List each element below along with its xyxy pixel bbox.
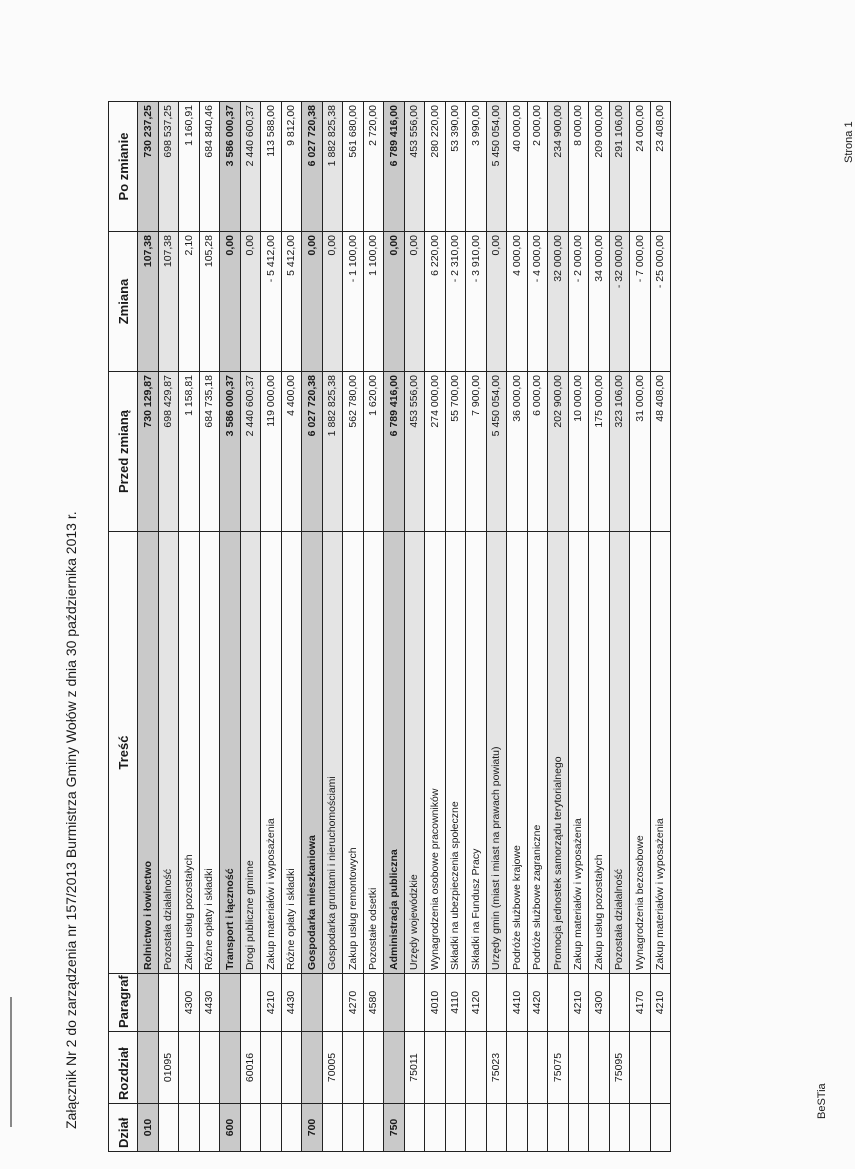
cell-dzial: [322, 1104, 343, 1152]
cell-zmiana: 0,00: [240, 232, 261, 372]
cell-tresc: Transport i łączność: [220, 532, 241, 974]
table-row-paragraf: [630, 102, 651, 1152]
header-po-zmianie: Po zmianie: [109, 102, 138, 232]
cell-przed-zmiana: 48 408,00: [650, 372, 671, 532]
table-row-dzial: [220, 102, 241, 1152]
table-header-row: [109, 102, 138, 1152]
cell-po-zmianie: 209 000,00: [589, 102, 610, 232]
cell-zmiana: 4 000,00: [507, 232, 528, 372]
cell-tresc: Zakup materiałów i wyposażenia: [650, 532, 671, 974]
cell-zmiana: - 25 000,00: [650, 232, 671, 372]
cell-dzial: [589, 1104, 610, 1152]
cell-dzial: [179, 1104, 200, 1152]
cell-przed-zmiana: 6 789 416,00: [384, 372, 405, 532]
cell-przed-zmiana: 175 000,00: [589, 372, 610, 532]
cell-tresc: Zakup usług remontowych: [343, 532, 364, 974]
cell-rozdzial: [261, 1032, 282, 1104]
cell-paragraf: 4120: [466, 974, 487, 1032]
cell-przed-zmiana: 36 000,00: [507, 372, 528, 532]
cell-po-zmianie: 234 900,00: [548, 102, 569, 232]
cell-dzial: [343, 1104, 364, 1152]
cell-rozdzial: [445, 1032, 466, 1104]
table-row-paragraf: [179, 102, 200, 1152]
header-zmiana: Zmiana: [109, 232, 138, 372]
cell-paragraf: 4410: [507, 974, 528, 1032]
cell-paragraf: 4010: [425, 974, 446, 1032]
cell-paragraf: [240, 974, 261, 1032]
cell-zmiana: 34 000,00: [589, 232, 610, 372]
cell-tresc: Zakup usług pozostałych: [589, 532, 610, 974]
table-row-paragraf: [343, 102, 364, 1152]
cell-paragraf: [384, 974, 405, 1032]
table-row-paragraf: [568, 102, 589, 1152]
cell-po-zmianie: 561 680,00: [343, 102, 364, 232]
header-dzial: Dział: [109, 1104, 138, 1152]
cell-rozdzial: [199, 1032, 220, 1104]
cell-przed-zmiana: 274 000,00: [425, 372, 446, 532]
cell-zmiana: 105,28: [199, 232, 220, 372]
cell-zmiana: - 2 000,00: [568, 232, 589, 372]
table-row-paragraf: [363, 102, 384, 1152]
cell-po-zmianie: 1 882 825,38: [322, 102, 343, 232]
header-przed-zmiana: Przed zmianą: [109, 372, 138, 532]
table-row-dzial: [384, 102, 405, 1152]
cell-dzial: [445, 1104, 466, 1152]
table-row-paragraf: [507, 102, 528, 1152]
cell-po-zmianie: 684 840,46: [199, 102, 220, 232]
table-row-rozdzial: [404, 102, 425, 1152]
table-row-paragraf: [199, 102, 220, 1152]
cell-przed-zmiana: 1 158,81: [179, 372, 200, 532]
cell-tresc: Urzędy wojewódzkie: [404, 532, 425, 974]
cell-po-zmianie: 9 812,00: [281, 102, 302, 232]
cell-zmiana: - 1 100,00: [343, 232, 364, 372]
cell-tresc: Gospodarka gruntami i nieruchomościami: [322, 532, 343, 974]
cell-przed-zmiana: 323 106,00: [609, 372, 630, 532]
cell-tresc: Różne opłaty i składki: [281, 532, 302, 974]
cell-zmiana: 107,38: [158, 232, 179, 372]
cell-rozdzial: [650, 1032, 671, 1104]
table-row-rozdzial: [548, 102, 569, 1152]
page-number: Strona 1: [843, 121, 855, 163]
cell-przed-zmiana: 453 556,00: [404, 372, 425, 532]
cell-tresc: Różne opłaty i składki: [199, 532, 220, 974]
cell-dzial: [404, 1104, 425, 1152]
cell-przed-zmiana: 55 700,00: [445, 372, 466, 532]
cell-przed-zmiana: 10 000,00: [568, 372, 589, 532]
cell-po-zmianie: 2 440 600,37: [240, 102, 261, 232]
cell-dzial: [548, 1104, 569, 1152]
cell-po-zmianie: 3 586 000,37: [220, 102, 241, 232]
cell-paragraf: 4170: [630, 974, 651, 1032]
table-row-paragraf: [650, 102, 671, 1152]
cell-przed-zmiana: 119 000,00: [261, 372, 282, 532]
cell-po-zmianie: 113 588,00: [261, 102, 282, 232]
cell-tresc: Administracja publiczna: [384, 532, 405, 974]
cell-rozdzial: 01095: [158, 1032, 179, 1104]
cell-tresc: Składki na ubezpieczenia społeczne: [445, 532, 466, 974]
table-row-paragraf: [261, 102, 282, 1152]
cell-paragraf: 4110: [445, 974, 466, 1032]
cell-zmiana: - 32 000,00: [609, 232, 630, 372]
table-row-rozdzial: [240, 102, 261, 1152]
cell-po-zmianie: 23 408,00: [650, 102, 671, 232]
punch-mark: [10, 997, 12, 1127]
cell-paragraf: 4210: [568, 974, 589, 1032]
cell-paragraf: 4430: [281, 974, 302, 1032]
cell-paragraf: [302, 974, 323, 1032]
cell-rozdzial: [425, 1032, 446, 1104]
cell-paragraf: [138, 974, 159, 1032]
cell-po-zmianie: 698 537,25: [158, 102, 179, 232]
cell-paragraf: [609, 974, 630, 1032]
cell-rozdzial: [179, 1032, 200, 1104]
cell-dzial: [466, 1104, 487, 1152]
table-body: [138, 102, 671, 1152]
cell-dzial: [363, 1104, 384, 1152]
table-row-rozdzial: [609, 102, 630, 1152]
cell-rozdzial: 75095: [609, 1032, 630, 1104]
cell-po-zmianie: 291 106,00: [609, 102, 630, 232]
cell-dzial: [425, 1104, 446, 1152]
cell-tresc: Składki na Fundusz Pracy: [466, 532, 487, 974]
cell-zmiana: - 2 310,00: [445, 232, 466, 372]
cell-po-zmianie: 1 160,91: [179, 102, 200, 232]
cell-po-zmianie: 6 789 416,00: [384, 102, 405, 232]
cell-dzial: [199, 1104, 220, 1152]
cell-tresc: Pozostała działalność: [609, 532, 630, 974]
cell-paragraf: [220, 974, 241, 1032]
cell-przed-zmiana: 7 900,00: [466, 372, 487, 532]
cell-tresc: Gospodarka mieszkaniowa: [302, 532, 323, 974]
document-caption: Załącznik Nr 2 do zarządzenia nr 157/2013 Burmistrza Gminy Wołów z dnia 30 października 2013 r.: [63, 511, 79, 1129]
cell-dzial: [527, 1104, 548, 1152]
cell-rozdzial: [384, 1032, 405, 1104]
cell-rozdzial: 60016: [240, 1032, 261, 1104]
cell-dzial: [507, 1104, 528, 1152]
cell-dzial: [650, 1104, 671, 1152]
table-row-dzial: [302, 102, 323, 1152]
cell-zmiana: - 4 000,00: [527, 232, 548, 372]
cell-rozdzial: [568, 1032, 589, 1104]
cell-zmiana: 1 100,00: [363, 232, 384, 372]
cell-rozdzial: [302, 1032, 323, 1104]
cell-rozdzial: [363, 1032, 384, 1104]
cell-rozdzial: [138, 1032, 159, 1104]
cell-po-zmianie: 3 990,00: [466, 102, 487, 232]
cell-rozdzial: 75023: [486, 1032, 507, 1104]
cell-zmiana: - 3 910,00: [466, 232, 487, 372]
cell-zmiana: 0,00: [220, 232, 241, 372]
cell-przed-zmiana: 562 780,00: [343, 372, 364, 532]
cell-paragraf: 4210: [261, 974, 282, 1032]
cell-paragraf: 4300: [179, 974, 200, 1032]
header-paragraf: Paragraf: [109, 974, 138, 1032]
cell-paragraf: [486, 974, 507, 1032]
cell-tresc: Drogi publiczne gminne: [240, 532, 261, 974]
cell-rozdzial: [527, 1032, 548, 1104]
table-row-paragraf: [589, 102, 610, 1152]
cell-rozdzial: [630, 1032, 651, 1104]
cell-po-zmianie: 730 237,25: [138, 102, 159, 232]
cell-zmiana: 0,00: [322, 232, 343, 372]
cell-zmiana: 0,00: [486, 232, 507, 372]
cell-przed-zmiana: 698 429,87: [158, 372, 179, 532]
cell-zmiana: 0,00: [384, 232, 405, 372]
cell-tresc: Rolnictwo i łowiectwo: [138, 532, 159, 974]
cell-paragraf: [548, 974, 569, 1032]
cell-dzial: [486, 1104, 507, 1152]
cell-dzial: [261, 1104, 282, 1152]
cell-rozdzial: [343, 1032, 364, 1104]
cell-tresc: Pozostała działalność: [158, 532, 179, 974]
cell-zmiana: 2,10: [179, 232, 200, 372]
cell-po-zmianie: 2 000,00: [527, 102, 548, 232]
cell-tresc: Wynagrodzenia bezosobowe: [630, 532, 651, 974]
cell-dzial: [568, 1104, 589, 1152]
cell-dzial: [240, 1104, 261, 1152]
cell-przed-zmiana: 2 440 600,37: [240, 372, 261, 532]
cell-po-zmianie: 24 000,00: [630, 102, 651, 232]
cell-po-zmianie: 40 000,00: [507, 102, 528, 232]
cell-zmiana: - 7 000,00: [630, 232, 651, 372]
table-row-rozdzial: [486, 102, 507, 1152]
cell-po-zmianie: 453 556,00: [404, 102, 425, 232]
cell-dzial: [609, 1104, 630, 1152]
cell-po-zmianie: 280 220,00: [425, 102, 446, 232]
cell-po-zmianie: 2 720,00: [363, 102, 384, 232]
cell-przed-zmiana: 1 882 825,38: [322, 372, 343, 532]
cell-zmiana: 0,00: [302, 232, 323, 372]
cell-dzial: 600: [220, 1104, 241, 1152]
cell-zmiana: 0,00: [404, 232, 425, 372]
cell-po-zmianie: 5 450 054,00: [486, 102, 507, 232]
cell-tresc: Podróże służbowe zagraniczne: [527, 532, 548, 974]
cell-dzial: 700: [302, 1104, 323, 1152]
cell-tresc: Podróże służbowe krajowe: [507, 532, 528, 974]
cell-przed-zmiana: 31 000,00: [630, 372, 651, 532]
cell-zmiana: 6 220,00: [425, 232, 446, 372]
cell-tresc: Pozostałe odsetki: [363, 532, 384, 974]
cell-tresc: Zakup usług pozostałych: [179, 532, 200, 974]
cell-po-zmianie: 6 027 720,38: [302, 102, 323, 232]
cell-dzial: [630, 1104, 651, 1152]
cell-paragraf: [322, 974, 343, 1032]
cell-przed-zmiana: 202 900,00: [548, 372, 569, 532]
cell-tresc: Zakup materiałów i wyposażenia: [261, 532, 282, 974]
cell-tresc: Urzędy gmin (miast i miast na prawach powiatu): [486, 532, 507, 974]
cell-paragraf: 4580: [363, 974, 384, 1032]
cell-zmiana: - 5 412,00: [261, 232, 282, 372]
cell-rozdzial: [220, 1032, 241, 1104]
table-row-paragraf: [281, 102, 302, 1152]
cell-rozdzial: [466, 1032, 487, 1104]
cell-paragraf: 4420: [527, 974, 548, 1032]
table-row-dzial: [138, 102, 159, 1152]
table-row-paragraf: [527, 102, 548, 1152]
table-row-rozdzial: [158, 102, 179, 1152]
cell-paragraf: 4210: [650, 974, 671, 1032]
cell-paragraf: 4300: [589, 974, 610, 1032]
cell-zmiana: 32 000,00: [548, 232, 569, 372]
budget-table: [108, 101, 671, 1152]
cell-przed-zmiana: 3 586 000,37: [220, 372, 241, 532]
cell-paragraf: 4430: [199, 974, 220, 1032]
cell-przed-zmiana: 4 400,00: [281, 372, 302, 532]
cell-przed-zmiana: 6 027 720,38: [302, 372, 323, 532]
cell-przed-zmiana: 730 129,87: [138, 372, 159, 532]
cell-dzial: [158, 1104, 179, 1152]
cell-zmiana: 5 412,00: [281, 232, 302, 372]
table-row-paragraf: [466, 102, 487, 1152]
cell-dzial: 750: [384, 1104, 405, 1152]
cell-rozdzial: 75011: [404, 1032, 425, 1104]
cell-przed-zmiana: 1 620,00: [363, 372, 384, 532]
table-row-paragraf: [425, 102, 446, 1152]
cell-tresc: Wynagrodzenia osobowe pracowników: [425, 532, 446, 974]
cell-przed-zmiana: 684 735,18: [199, 372, 220, 532]
cell-tresc: Promocja jednostek samorządu terytorialnego: [548, 532, 569, 974]
cell-dzial: 010: [138, 1104, 159, 1152]
cell-rozdzial: [589, 1032, 610, 1104]
cell-zmiana: 107,38: [138, 232, 159, 372]
header-tresc: Treść: [109, 532, 138, 974]
cell-paragraf: 4270: [343, 974, 364, 1032]
cell-dzial: [281, 1104, 302, 1152]
cell-przed-zmiana: 5 450 054,00: [486, 372, 507, 532]
table-row-paragraf: [445, 102, 466, 1152]
cell-paragraf: [158, 974, 179, 1032]
header-rozdzial: Rozdział: [109, 1032, 138, 1104]
cell-po-zmianie: 53 390,00: [445, 102, 466, 232]
cell-rozdzial: [281, 1032, 302, 1104]
cell-tresc: Zakup materiałów i wyposażenia: [568, 532, 589, 974]
cell-rozdzial: 70005: [322, 1032, 343, 1104]
footer-software-label: BeSTia: [816, 1083, 828, 1119]
cell-paragraf: [404, 974, 425, 1032]
table-row-rozdzial: [322, 102, 343, 1152]
cell-rozdzial: [507, 1032, 528, 1104]
cell-po-zmianie: 8 000,00: [568, 102, 589, 232]
cell-rozdzial: 75075: [548, 1032, 569, 1104]
cell-przed-zmiana: 6 000,00: [527, 372, 548, 532]
